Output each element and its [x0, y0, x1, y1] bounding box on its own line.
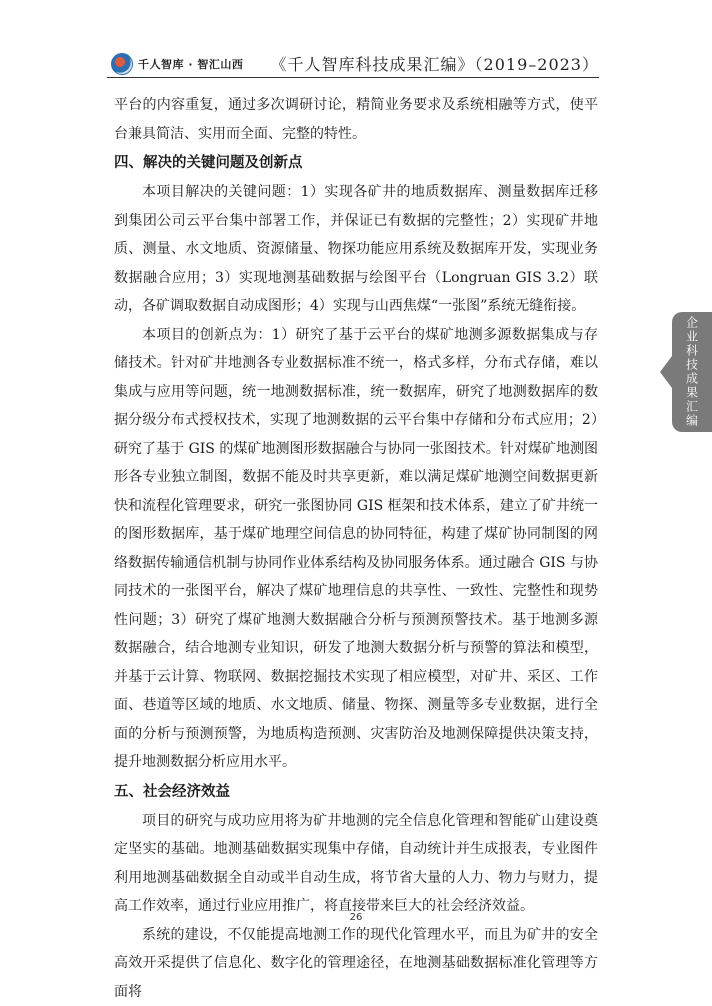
- paragraph: 本项目的创新点为：1）研究了基于云平台的煤矿地测多源数据集成与存储技术。针对矿井地测各专业数据标准不统一，格式多样，分布式存储，难以集成与应用等问题，统一地测数据标准，统一数据库，研究了地测数据库的数据分级分布式授权技术，实现了地测数据的云平台集中存储和分布式应用；2）研究了基于 GIS 的煤矿地测图形数据融合与协同一张图技术。针对煤矿地测图形各专业独立制图，数据不能及时共享更新，难以满足煤矿地测空间数据更新快和流程化管理要求，研究一张图协同 GIS 框架和技术体系，建立了矿井统一的图形数据库，基于煤矿地理空间信息的协同特征，构建了煤矿协同制图的网络数据传输通信机制与协同作业体系结构及协同服务体系。通过融合 GIS 与协同技术的一张图平台，解决了煤矿地理信息的共享性、一致性、完整性和现势性问题；3）研究了煤矿地测大数据融合分析与预测预警技术。基于地测多源数据融合，结合地测专业知识，研发了地测大数据分析与预警的算法和模型，并基于云计算、物联网、数据挖掘技术实现了相应模型，对矿井、采区、工作面、巷道等区域的地质、水文地质、储量、物探、测量等多专业数据，进行全面的分析与预测预警，为地质构造预测、灾害防治及地测保障提供决策支持，提升地测数据分析应用水平。: [114, 321, 598, 777]
- logo-text: 千人智库 · 智汇山西: [138, 56, 243, 72]
- header-title: 《千人智库科技成果汇编》（2019–2023）: [271, 52, 599, 75]
- header-divider: [107, 77, 599, 78]
- side-tab-label: 企业科技成果汇编: [684, 316, 701, 428]
- page-number: 26: [0, 912, 712, 923]
- paragraph: 本项目解决的关键问题：1）实现各矿井的地质数据库、测量数据库迁移到集团公司云平台集中部署工作，并保证已有数据的完整性；2）实现矿井地质、测量、水文地质、资源储量、物探功能应用系统及数据库开发，实现业务数据融合应用；3）实现地测基础数据与绘图平台（Longruan GIS 3.2）联动，各矿调取数据自动成图形；4）实现与山西焦煤“一张图”系统无缝衔接。: [114, 178, 598, 321]
- logo: [111, 53, 243, 75]
- paragraph: 项目的研究与成功应用将为矿井地测的完全信息化管理和智能矿山建设奠定坚实的基础。地测基础数据实现集中存储，自动统计并生成报表，专业图件利用地测基础数据全自动或半自动生成，将节省大量的人力、物力与财力，提高工作效率，通过行业应用推广，将直接带来巨大的社会经济效益。: [114, 807, 598, 921]
- page-header: [107, 49, 599, 79]
- side-section-tab: [672, 312, 712, 432]
- section-heading: 四、解决的关键问题及创新点: [114, 148, 598, 178]
- logo-icon: [111, 53, 133, 75]
- section-heading: 五、社会经济效益: [114, 777, 598, 807]
- paragraph: 系统的建设，不仅能提高地测工作的现代化管理水平，而且为矿井的安全高效开采提供了信息化、数字化的管理途径，在地测基础数据标准化管理等方面将: [114, 921, 598, 1006]
- document-body: [114, 91, 598, 1006]
- paragraph: 平台的内容重复，通过多次调研讨论，精简业务要求及系统相融等方式，使平台兼具简洁、实用而全面、完整的特性。: [114, 91, 598, 148]
